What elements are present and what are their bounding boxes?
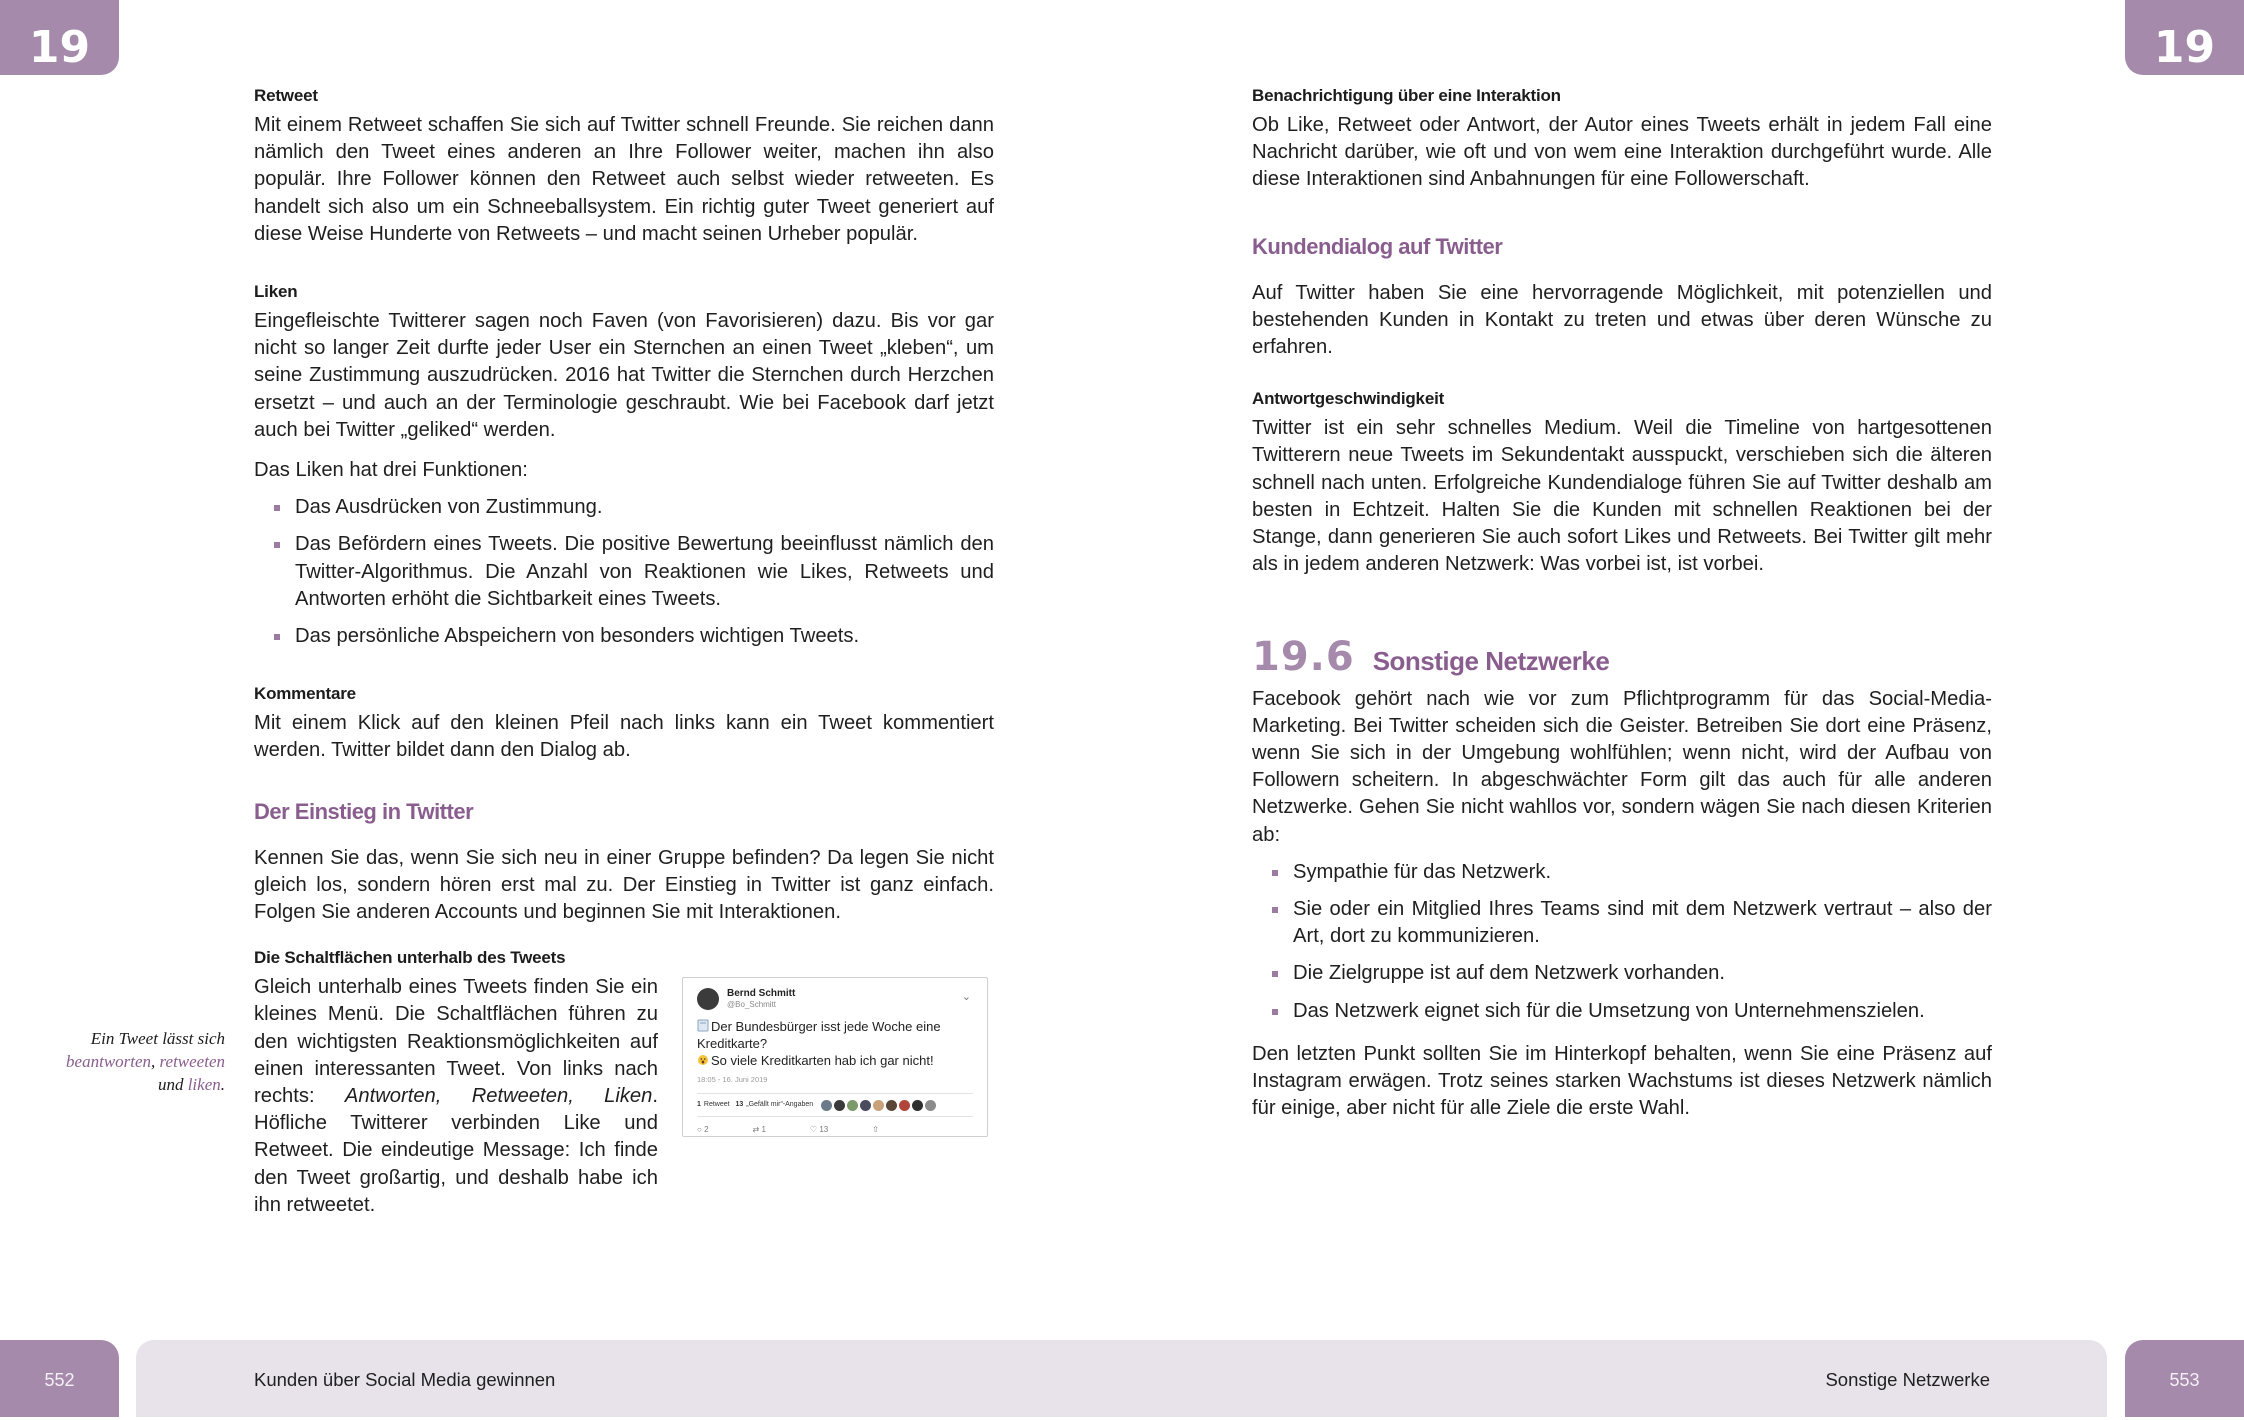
criteria-list [1252, 859, 1992, 1025]
retweet-action: ⇄ 1 [752, 1125, 766, 1135]
chapter-number: 19 [28, 22, 91, 73]
list-item: Das persönliche Abspeichern von besonders wichtigen Tweets. [254, 623, 994, 650]
margin-note-term: retweeten [159, 1052, 225, 1071]
avatar [697, 988, 719, 1010]
list-item: Sie oder ein Mitglied Ihres Teams sind mit dem Netzwerk vertraut – also der Art, dort zu kommunizieren. [1252, 896, 1992, 950]
tweet-author-name: Bernd Schmitt [727, 988, 796, 1000]
avatar [821, 1100, 832, 1111]
page-number-left: 552 [0, 1340, 119, 1417]
chapter-number: 19 [2153, 22, 2216, 73]
kundendialog-paragraph: Auf Twitter haben Sie eine hervorragende Möglichkeit, mit potenziellen und bestehenden Kunden in Kontakt zu treten und etwas über deren Wünsche zu erfahren. [1252, 281, 1992, 359]
liken-paragraph: Eingefleischte Twitterer sagen noch Faven (von Favorisieren) dazu. Bis vor gar nicht so langer Zeit durfte jeder User ein Sternchen an einen Tweet „kleben“, um seine Zustimmung auszudrücken. 2016 hat Twitter die Sternchen durch Herzchen ersetzt – und auch an der Terminologie geschraubt. Wie bei Facebook darf jetzt auch bei Twitter „geliked“ werden. [254, 310, 994, 441]
margin-note-sep: , [151, 1052, 160, 1071]
section-title: Sonstige Netzwerke [1372, 646, 1610, 677]
kommentare-heading: Kommentare [254, 684, 356, 704]
section-paragraph: Facebook gehört nach wie vor zum Pflichtprogramm für das Social-Media-Marketing. Bei Twitter scheiden sich die Geister. Betreiben Sie dort eine Präsenz, wenn Sie sich in der Umgebung wohlfühlen; wenn nicht, wird der Aufbau von Followern scheitern. In abgeschwächter Form gilt das auch für alle anderen Netzwerke. Gehen Sie nicht wahllos vor, sondern wägen Sie nach diesen Kriterien ab: [1252, 687, 1992, 846]
shocked-face-icon [697, 1053, 709, 1066]
like-count: 13 [735, 1101, 744, 1109]
list-item: Sympathie für das Netzwerk. [1252, 859, 1992, 886]
retweet-label: Retweet [703, 1101, 730, 1109]
like-action: ♡ 13 [809, 1125, 829, 1135]
margin-note-and: und [157, 1075, 188, 1094]
benachrichtigung-heading: Benachrichtigung über eine Interaktion [1252, 86, 1561, 105]
liken-list [254, 494, 994, 650]
avatar [925, 1100, 936, 1111]
running-title-left: Kunden über Social Media gewinnen [254, 1369, 556, 1390]
margin-note-term: beantworten [66, 1052, 152, 1071]
margin-note-end: . [220, 1075, 225, 1094]
paragraph-text: . Höfliche Twitterer verbinden Like und Retweet. Die eindeutige Message: Ich finde den Tweet großartig, und deshalb habe ich ihn retweetet. [254, 1085, 658, 1216]
tweet-line: So viele Kreditkarten hab ich gar nicht! [711, 1053, 934, 1069]
retweet-count: 1 [697, 1101, 701, 1109]
avatar [847, 1100, 858, 1111]
section-number: 19.6 [1252, 634, 1355, 681]
section-heading [1252, 634, 1992, 681]
kundendialog-heading: Kundendialog auf Twitter [1252, 233, 1503, 259]
reply-count: 2 [704, 1125, 709, 1135]
tweet-header [697, 988, 973, 1010]
right-page [1252, 84, 1992, 1122]
avatar [834, 1100, 845, 1111]
tweet-actions [697, 1123, 973, 1137]
like-label: „Gefällt mir“-Angaben [746, 1101, 814, 1109]
retweet-heading: Retweet [254, 86, 318, 105]
benachrichtigung-paragraph: Ob Like, Retweet oder Antwort, der Autor eines Tweets erhält in jedem Fall eine Nachricht darüber, wie oft und von wem eine Interaktion durchgeführt wurde. Alle diese Interaktionen sind Anbahnungen für eine Followerschaft. [1252, 114, 1992, 191]
liker-avatars [821, 1100, 938, 1111]
tweet-stats [697, 1093, 973, 1117]
card-emoji-icon [697, 1019, 709, 1032]
text-with-figure [254, 974, 994, 1219]
chapter-tab-right [2125, 0, 2244, 75]
tweet-timestamp: 18:05 - 16. Juni 2019 [697, 1075, 768, 1085]
like-action-count: 13 [819, 1125, 829, 1135]
avatar [873, 1100, 884, 1111]
liken-heading: Liken [254, 282, 298, 302]
avatar [899, 1100, 910, 1111]
liken-intro: Das Liken hat drei Funktionen: [254, 459, 528, 482]
left-page [254, 84, 994, 1219]
chapter-tab-left [0, 0, 119, 75]
antwortgeschwindigkeit-paragraph: Twitter ist ein sehr schnelles Medium. Weil die Timeline von hartgesottenen Twitterern neue Tweets im Sekundentakt ausspuckt, verschieben sich die älteren schnell nach unten. Erfolgreiche Kundendialoge führen Sie auf Twitter deshalb am besten in Echtzeit. Halten Sie die Kunden mit schnellen Reaktionen bei der Stange, dann generieren Sie auch sofort Likes und Retweets. Bei Twitter gilt mehr als in jedem anderen Netzwerk: Was vorbei ist, ist vorbei. [1252, 417, 1992, 576]
tweet-text [697, 1018, 973, 1069]
closing-paragraph: Den letzten Punkt sollten Sie im Hinterkopf behalten, wenn Sie eine Präsenz auf Instagram erwägen. Trotz seines starken Wachstums ist dieses Netzwerk nämlich für einige, aber nicht für alle Ziele die erste Wahl. [1252, 1042, 1992, 1120]
kommentare-paragraph: Mit einem Klick auf den kleinen Pfeil nach links kann ein Tweet kommentiert werden. Twitter bildet dann den Dialog ab. [254, 712, 994, 762]
paragraph-text: Gleich unterhalb eines Tweets finden Sie ein kleines Menü. Die Schaltflächen führen zu den wichtigsten Reaktionsmöglichkeiten auf einen interessanten Tweet. Von links nach rechts: [254, 976, 658, 1108]
chevron-down-icon: ⌄ [961, 991, 971, 1004]
tweet-screenshot [682, 977, 988, 1137]
running-title-right: Sonstige Netzwerke [1825, 1369, 1990, 1390]
tweet-line: Der Bundesbürger isst jede Woche eine Kreditkarte? [697, 1019, 941, 1052]
tweet-author-handle: @Bo_Schmitt [727, 1000, 777, 1010]
list-item: Das Ausdrücken von Zustimmung. [254, 494, 994, 521]
list-item: Das Netzwerk eignet sich für die Umsetzung von Unternehmenszielen. [1252, 998, 1992, 1025]
list-item: Das Befördern eines Tweets. Die positive Bewertung beeinflusst nämlich den Twitter-Algorithmus. Die Anzahl von Reaktionen wie Likes, Retweets und Antworten erhöht die Sichtbarkeit eines Tweets. [254, 531, 994, 613]
avatar [912, 1100, 923, 1111]
retweet-paragraph: Mit einem Retweet schaffen Sie sich auf Twitter schnell Freunde. Sie reichen dann nämlich den Tweet eines anderen an Ihre Follower weiter, machen ihn also populär. Ihre Follower können den Retweet auch selbst wieder retweeten. Es handelt sich also um ein Schneeballsystem. Ein richtig guter Tweet generiert auf diese Weise Hunderte von Retweets – und macht seinen Urheber populär. [254, 114, 994, 245]
reply-action: ○ 2 [697, 1125, 709, 1135]
margin-note-term: liken [187, 1075, 221, 1094]
page-number-right: 553 [2125, 1340, 2244, 1417]
list-item: Die Zielgruppe ist auf dem Netzwerk vorhanden. [1252, 960, 1992, 987]
antwortgeschwindigkeit-heading: Antwortgeschwindigkeit [1252, 389, 1445, 409]
retweet-action-count: 1 [761, 1125, 766, 1135]
avatar [860, 1100, 871, 1111]
share-icon: ⇧ [872, 1125, 879, 1135]
margin-note-line: Ein Tweet lässt sich [90, 1029, 225, 1048]
margin-note [40, 1027, 225, 1096]
einstieg-paragraph: Kennen Sie das, wenn Sie sich neu in einer Gruppe befinden? Da legen Sie nicht gleich los, sondern hören erst mal zu. Der Einstieg in Twitter ist ganz einfach. Folgen Sie anderen Accounts und beginnen Sie mit Interaktionen. [254, 846, 994, 924]
avatar [886, 1100, 897, 1111]
schaltflaechen-heading: Die Schaltflächen unterhalb des Tweets [254, 948, 566, 968]
einstieg-heading: Der Einstieg in Twitter [254, 798, 474, 824]
schaltflaechen-paragraph [254, 974, 658, 1219]
button-names-emphasis: Antworten, Retweeten, Liken [344, 1085, 653, 1108]
